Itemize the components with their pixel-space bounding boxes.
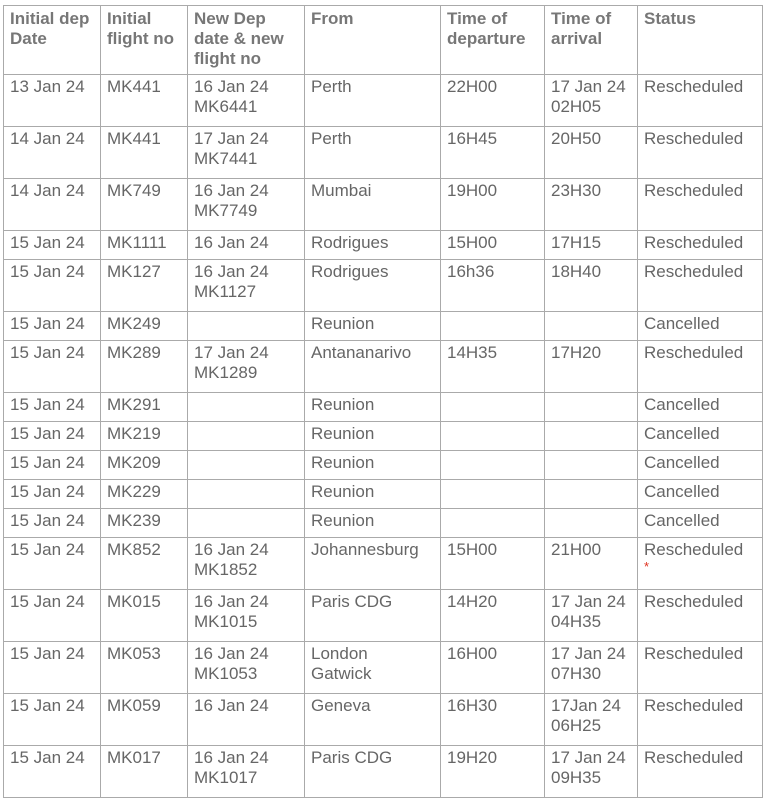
table-row bbox=[4, 312, 763, 341]
cell-initial-date bbox=[4, 694, 101, 746]
cell-departure-time bbox=[441, 179, 545, 231]
departure-time-text: 16h36 bbox=[447, 262, 495, 281]
initial-flight-text: MK219 bbox=[107, 424, 161, 443]
cell-status bbox=[638, 480, 763, 509]
new-date-flight-text: MK7749 bbox=[194, 201, 258, 220]
arrival-time-text: 17 Jan 24 bbox=[551, 592, 626, 611]
cell-status bbox=[638, 451, 763, 480]
new-date-flight-text: 16 Jan 24 bbox=[194, 696, 269, 715]
cell-new-date-flight bbox=[188, 127, 305, 179]
header-line: Initial bbox=[107, 9, 152, 28]
status-text: Rescheduled bbox=[644, 592, 744, 611]
cell-new-date-flight bbox=[188, 231, 305, 260]
cell-status bbox=[638, 75, 763, 127]
cell-initial-date bbox=[4, 127, 101, 179]
table-row bbox=[4, 451, 763, 480]
status-text: Cancelled bbox=[644, 511, 720, 530]
status-text: Rescheduled bbox=[644, 696, 744, 715]
cell-from bbox=[305, 694, 441, 746]
cell-from bbox=[305, 746, 441, 798]
cell-departure-time bbox=[441, 260, 545, 312]
cell-arrival-time bbox=[545, 590, 638, 642]
cell-arrival-time bbox=[545, 480, 638, 509]
cell-new-date-flight bbox=[188, 341, 305, 393]
initial-date-text: 15 Jan 24 bbox=[10, 482, 85, 501]
cell-from bbox=[305, 231, 441, 260]
header-line: Initial dep bbox=[10, 9, 90, 28]
new-date-flight-text: 16 Jan 24 bbox=[194, 233, 269, 252]
new-date-flight-text: MK6441 bbox=[194, 97, 258, 116]
cell-departure-time bbox=[441, 75, 545, 127]
header-line: flight no bbox=[107, 29, 175, 48]
origin-text: Mumbai bbox=[311, 181, 372, 200]
cell-initial-date bbox=[4, 393, 101, 422]
header-line: New Dep bbox=[194, 9, 266, 28]
cell-initial-flight bbox=[101, 231, 188, 260]
header-line: Date bbox=[10, 29, 47, 48]
cell-initial-date bbox=[4, 231, 101, 260]
cell-initial-date bbox=[4, 341, 101, 393]
arrival-time-text: 18H40 bbox=[551, 262, 602, 281]
cell-new-date-flight bbox=[188, 312, 305, 341]
initial-date-text: 15 Jan 24 bbox=[10, 453, 85, 472]
initial-flight-text: MK441 bbox=[107, 77, 161, 96]
header-line: Status bbox=[644, 9, 696, 28]
origin-text: Perth bbox=[311, 77, 352, 96]
cell-initial-date bbox=[4, 642, 101, 694]
cell-arrival-time bbox=[545, 231, 638, 260]
cell-initial-flight bbox=[101, 642, 188, 694]
table-row bbox=[4, 538, 763, 590]
departure-time-text: 15H00 bbox=[447, 540, 498, 559]
status-text: Cancelled bbox=[644, 482, 720, 501]
cell-from bbox=[305, 590, 441, 642]
cell-new-date-flight bbox=[188, 179, 305, 231]
cell-initial-flight bbox=[101, 422, 188, 451]
origin-text: Reunion bbox=[311, 395, 375, 414]
initial-date-text: 15 Jan 24 bbox=[10, 592, 85, 611]
new-date-flight-text: 16 Jan 24 bbox=[194, 77, 269, 96]
initial-date-text: 15 Jan 24 bbox=[10, 343, 85, 362]
status-text: Rescheduled bbox=[644, 644, 744, 663]
origin-text: Reunion bbox=[311, 314, 375, 333]
cell-departure-time bbox=[441, 231, 545, 260]
header-initial-flight-no bbox=[101, 6, 188, 75]
cell-status bbox=[638, 260, 763, 312]
arrival-time-text: 17Jan 24 bbox=[551, 696, 621, 715]
cell-initial-date bbox=[4, 538, 101, 590]
new-date-flight-text: 16 Jan 24 bbox=[194, 181, 269, 200]
footnote-asterisk: * bbox=[644, 559, 650, 574]
initial-flight-text: MK209 bbox=[107, 453, 161, 472]
cell-status bbox=[638, 127, 763, 179]
cell-status bbox=[638, 509, 763, 538]
cell-initial-date bbox=[4, 75, 101, 127]
cell-arrival-time bbox=[545, 179, 638, 231]
header-initial-dep-date bbox=[4, 6, 101, 75]
cell-new-date-flight bbox=[188, 642, 305, 694]
header-line: Time of bbox=[447, 9, 508, 28]
cell-new-date-flight bbox=[188, 75, 305, 127]
cell-departure-time bbox=[441, 393, 545, 422]
new-date-flight-text: 16 Jan 24 bbox=[194, 748, 269, 767]
cell-status bbox=[638, 590, 763, 642]
cell-arrival-time bbox=[545, 451, 638, 480]
cell-arrival-time bbox=[545, 538, 638, 590]
origin-text: Reunion bbox=[311, 482, 375, 501]
initial-flight-text: MK239 bbox=[107, 511, 161, 530]
status-text: Rescheduled bbox=[644, 343, 744, 362]
new-date-flight-text: MK1852 bbox=[194, 560, 258, 579]
header-line: From bbox=[311, 9, 354, 28]
cell-departure-time bbox=[441, 127, 545, 179]
cell-new-date-flight bbox=[188, 451, 305, 480]
status-text: Rescheduled bbox=[644, 129, 744, 148]
status-text: Rescheduled bbox=[644, 181, 744, 200]
origin-text: Perth bbox=[311, 129, 352, 148]
cell-initial-flight bbox=[101, 538, 188, 590]
cell-initial-date bbox=[4, 746, 101, 798]
cell-initial-flight bbox=[101, 341, 188, 393]
cell-new-date-flight bbox=[188, 260, 305, 312]
cell-departure-time bbox=[441, 422, 545, 451]
initial-flight-text: MK291 bbox=[107, 395, 161, 414]
flight-schedule-table bbox=[3, 5, 763, 798]
cell-arrival-time bbox=[545, 260, 638, 312]
origin-text: Antananarivo bbox=[311, 343, 412, 362]
origin-text: Paris CDG bbox=[311, 592, 393, 611]
cell-arrival-time bbox=[545, 642, 638, 694]
cell-from bbox=[305, 75, 441, 127]
arrival-time-text: 07H30 bbox=[551, 664, 602, 683]
cell-initial-date bbox=[4, 509, 101, 538]
table-header bbox=[4, 6, 763, 75]
cell-departure-time bbox=[441, 312, 545, 341]
cell-status bbox=[638, 642, 763, 694]
initial-date-text: 15 Jan 24 bbox=[10, 395, 85, 414]
initial-date-text: 15 Jan 24 bbox=[10, 748, 85, 767]
new-date-flight-text: 16 Jan 24 bbox=[194, 262, 269, 281]
table-row bbox=[4, 260, 763, 312]
cell-from bbox=[305, 451, 441, 480]
initial-date-text: 15 Jan 24 bbox=[10, 540, 85, 559]
departure-time-text: 19H00 bbox=[447, 181, 498, 200]
arrival-time-text: 23H30 bbox=[551, 181, 602, 200]
table-row bbox=[4, 75, 763, 127]
origin-text: Geneva bbox=[311, 696, 371, 715]
initial-flight-text: MK053 bbox=[107, 644, 161, 663]
cell-arrival-time bbox=[545, 341, 638, 393]
initial-flight-text: MK229 bbox=[107, 482, 161, 501]
table-row bbox=[4, 393, 763, 422]
table-row bbox=[4, 694, 763, 746]
cell-initial-flight bbox=[101, 260, 188, 312]
cell-arrival-time bbox=[545, 509, 638, 538]
cell-initial-flight bbox=[101, 451, 188, 480]
cell-status bbox=[638, 746, 763, 798]
cell-new-date-flight bbox=[188, 422, 305, 451]
origin-text: Rodrigues bbox=[311, 262, 389, 281]
origin-text: Paris CDG bbox=[311, 748, 393, 767]
cell-initial-flight bbox=[101, 179, 188, 231]
initial-date-text: 13 Jan 24 bbox=[10, 77, 85, 96]
header-line: Time of bbox=[551, 9, 612, 28]
header-new-dep-date-flight-no bbox=[188, 6, 305, 75]
cell-from bbox=[305, 260, 441, 312]
cell-initial-date bbox=[4, 451, 101, 480]
departure-time-text: 14H35 bbox=[447, 343, 498, 362]
initial-flight-text: MK059 bbox=[107, 696, 161, 715]
cell-departure-time bbox=[441, 480, 545, 509]
cell-initial-date bbox=[4, 422, 101, 451]
initial-flight-text: MK015 bbox=[107, 592, 161, 611]
departure-time-text: 16H45 bbox=[447, 129, 498, 148]
new-date-flight-text: 16 Jan 24 bbox=[194, 592, 269, 611]
arrival-time-text: 02H05 bbox=[551, 97, 602, 116]
origin-text: Reunion bbox=[311, 453, 375, 472]
departure-time-text: 16H00 bbox=[447, 644, 498, 663]
cell-from bbox=[305, 341, 441, 393]
cell-status bbox=[638, 393, 763, 422]
departure-time-text: 16H30 bbox=[447, 696, 498, 715]
status-text: Rescheduled bbox=[644, 233, 744, 252]
new-date-flight-text: MK1015 bbox=[194, 612, 258, 631]
cell-initial-flight bbox=[101, 127, 188, 179]
header-status bbox=[638, 6, 763, 75]
cell-status bbox=[638, 422, 763, 451]
cell-arrival-time bbox=[545, 746, 638, 798]
cell-initial-date bbox=[4, 179, 101, 231]
cell-from bbox=[305, 422, 441, 451]
cell-initial-date bbox=[4, 590, 101, 642]
cell-new-date-flight bbox=[188, 590, 305, 642]
new-date-flight-text: 17 Jan 24 bbox=[194, 129, 269, 148]
departure-time-text: 15H00 bbox=[447, 233, 498, 252]
departure-time-text: 19H20 bbox=[447, 748, 498, 767]
arrival-time-text: 17 Jan 24 bbox=[551, 644, 626, 663]
table-row bbox=[4, 642, 763, 694]
cell-initial-flight bbox=[101, 509, 188, 538]
table-row bbox=[4, 341, 763, 393]
new-date-flight-text: MK1127 bbox=[194, 282, 257, 301]
status-text: Rescheduled bbox=[644, 77, 744, 96]
cell-departure-time bbox=[441, 341, 545, 393]
status-text: Rescheduled bbox=[644, 748, 744, 767]
status-text: Cancelled bbox=[644, 395, 720, 414]
header-line: flight no bbox=[194, 49, 262, 68]
new-date-flight-text: 16 Jan 24 bbox=[194, 644, 269, 663]
initial-date-text: 15 Jan 24 bbox=[10, 262, 85, 281]
cell-initial-flight bbox=[101, 312, 188, 341]
cell-status bbox=[638, 694, 763, 746]
initial-date-text: 14 Jan 24 bbox=[10, 129, 85, 148]
cell-arrival-time bbox=[545, 312, 638, 341]
arrival-time-text: 20H50 bbox=[551, 129, 602, 148]
table-row bbox=[4, 509, 763, 538]
status-text: Rescheduled bbox=[644, 262, 744, 281]
cell-initial-flight bbox=[101, 590, 188, 642]
cell-departure-time bbox=[441, 694, 545, 746]
status-text: Cancelled bbox=[644, 453, 720, 472]
cell-from bbox=[305, 393, 441, 422]
cell-departure-time bbox=[441, 451, 545, 480]
arrival-time-text: 17H20 bbox=[551, 343, 602, 362]
cell-initial-date bbox=[4, 260, 101, 312]
new-date-flight-text: MK1289 bbox=[194, 363, 258, 382]
cell-new-date-flight bbox=[188, 694, 305, 746]
status-text: Rescheduled bbox=[644, 540, 744, 559]
cell-arrival-time bbox=[545, 393, 638, 422]
table-body bbox=[4, 75, 763, 798]
initial-date-text: 15 Jan 24 bbox=[10, 314, 85, 333]
initial-date-text: 15 Jan 24 bbox=[10, 424, 85, 443]
new-date-flight-text: 16 Jan 24 bbox=[194, 540, 269, 559]
cell-initial-date bbox=[4, 480, 101, 509]
initial-flight-text: MK017 bbox=[107, 748, 161, 767]
cell-initial-flight bbox=[101, 75, 188, 127]
cell-departure-time bbox=[441, 746, 545, 798]
cell-new-date-flight bbox=[188, 746, 305, 798]
cell-initial-flight bbox=[101, 480, 188, 509]
status-text: Cancelled bbox=[644, 424, 720, 443]
table-row bbox=[4, 127, 763, 179]
cell-status bbox=[638, 341, 763, 393]
cell-arrival-time bbox=[545, 75, 638, 127]
origin-text: Reunion bbox=[311, 424, 375, 443]
table-row bbox=[4, 179, 763, 231]
cell-initial-flight bbox=[101, 393, 188, 422]
cell-status bbox=[638, 312, 763, 341]
initial-flight-text: MK289 bbox=[107, 343, 161, 362]
arrival-time-text: 06H25 bbox=[551, 716, 602, 735]
origin-text: Gatwick bbox=[311, 664, 372, 683]
new-date-flight-text: MK1017 bbox=[194, 768, 258, 787]
table-row bbox=[4, 746, 763, 798]
cell-new-date-flight bbox=[188, 538, 305, 590]
cell-departure-time bbox=[441, 642, 545, 694]
header-from bbox=[305, 6, 441, 75]
departure-time-text: 14H20 bbox=[447, 592, 498, 611]
cell-from bbox=[305, 480, 441, 509]
initial-flight-text: MK749 bbox=[107, 181, 161, 200]
cell-initial-flight bbox=[101, 746, 188, 798]
table-row bbox=[4, 231, 763, 260]
initial-flight-text: MK852 bbox=[107, 540, 161, 559]
origin-text: Reunion bbox=[311, 511, 375, 530]
cell-from bbox=[305, 179, 441, 231]
initial-flight-text: MK249 bbox=[107, 314, 161, 333]
cell-initial-flight bbox=[101, 694, 188, 746]
cell-from bbox=[305, 642, 441, 694]
table-row bbox=[4, 422, 763, 451]
new-date-flight-text: 17 Jan 24 bbox=[194, 343, 269, 362]
header-row bbox=[4, 6, 763, 75]
cell-from bbox=[305, 127, 441, 179]
cell-arrival-time bbox=[545, 422, 638, 451]
arrival-time-text: 17H15 bbox=[551, 233, 602, 252]
arrival-time-text: 09H35 bbox=[551, 768, 602, 787]
arrival-time-text: 17 Jan 24 bbox=[551, 77, 626, 96]
header-line: departure bbox=[447, 29, 526, 48]
new-date-flight-text: MK1053 bbox=[194, 664, 258, 683]
new-date-flight-text: MK7441 bbox=[194, 149, 258, 168]
cell-initial-date bbox=[4, 312, 101, 341]
header-time-of-departure bbox=[441, 6, 545, 75]
cell-new-date-flight bbox=[188, 480, 305, 509]
initial-date-text: 15 Jan 24 bbox=[10, 511, 85, 530]
cell-departure-time bbox=[441, 538, 545, 590]
initial-flight-text: MK127 bbox=[107, 262, 161, 281]
cell-status bbox=[638, 538, 763, 590]
cell-departure-time bbox=[441, 509, 545, 538]
initial-flight-text: MK441 bbox=[107, 129, 161, 148]
initial-date-text: 15 Jan 24 bbox=[10, 644, 85, 663]
initial-date-text: 14 Jan 24 bbox=[10, 181, 85, 200]
arrival-time-text: 17 Jan 24 bbox=[551, 748, 626, 767]
status-text: Cancelled bbox=[644, 314, 720, 333]
cell-status bbox=[638, 179, 763, 231]
initial-date-text: 15 Jan 24 bbox=[10, 233, 85, 252]
cell-departure-time bbox=[441, 590, 545, 642]
initial-date-text: 15 Jan 24 bbox=[10, 696, 85, 715]
cell-status bbox=[638, 231, 763, 260]
cell-arrival-time bbox=[545, 127, 638, 179]
initial-flight-text: MK1111 bbox=[107, 233, 167, 252]
table-row bbox=[4, 480, 763, 509]
origin-text: London bbox=[311, 644, 368, 663]
cell-from bbox=[305, 509, 441, 538]
cell-arrival-time bbox=[545, 694, 638, 746]
cell-from bbox=[305, 312, 441, 341]
cell-new-date-flight bbox=[188, 393, 305, 422]
header-time-of-arrival bbox=[545, 6, 638, 75]
cell-from bbox=[305, 538, 441, 590]
header-line: date & new bbox=[194, 29, 284, 48]
flight-schedule-table-wrapper bbox=[3, 5, 763, 798]
arrival-time-text: 04H35 bbox=[551, 612, 602, 631]
header-line: arrival bbox=[551, 29, 603, 48]
origin-text: Johannesburg bbox=[311, 540, 419, 559]
cell-new-date-flight bbox=[188, 509, 305, 538]
departure-time-text: 22H00 bbox=[447, 77, 498, 96]
arrival-time-text: 21H00 bbox=[551, 540, 602, 559]
origin-text: Rodrigues bbox=[311, 233, 389, 252]
table-row bbox=[4, 590, 763, 642]
